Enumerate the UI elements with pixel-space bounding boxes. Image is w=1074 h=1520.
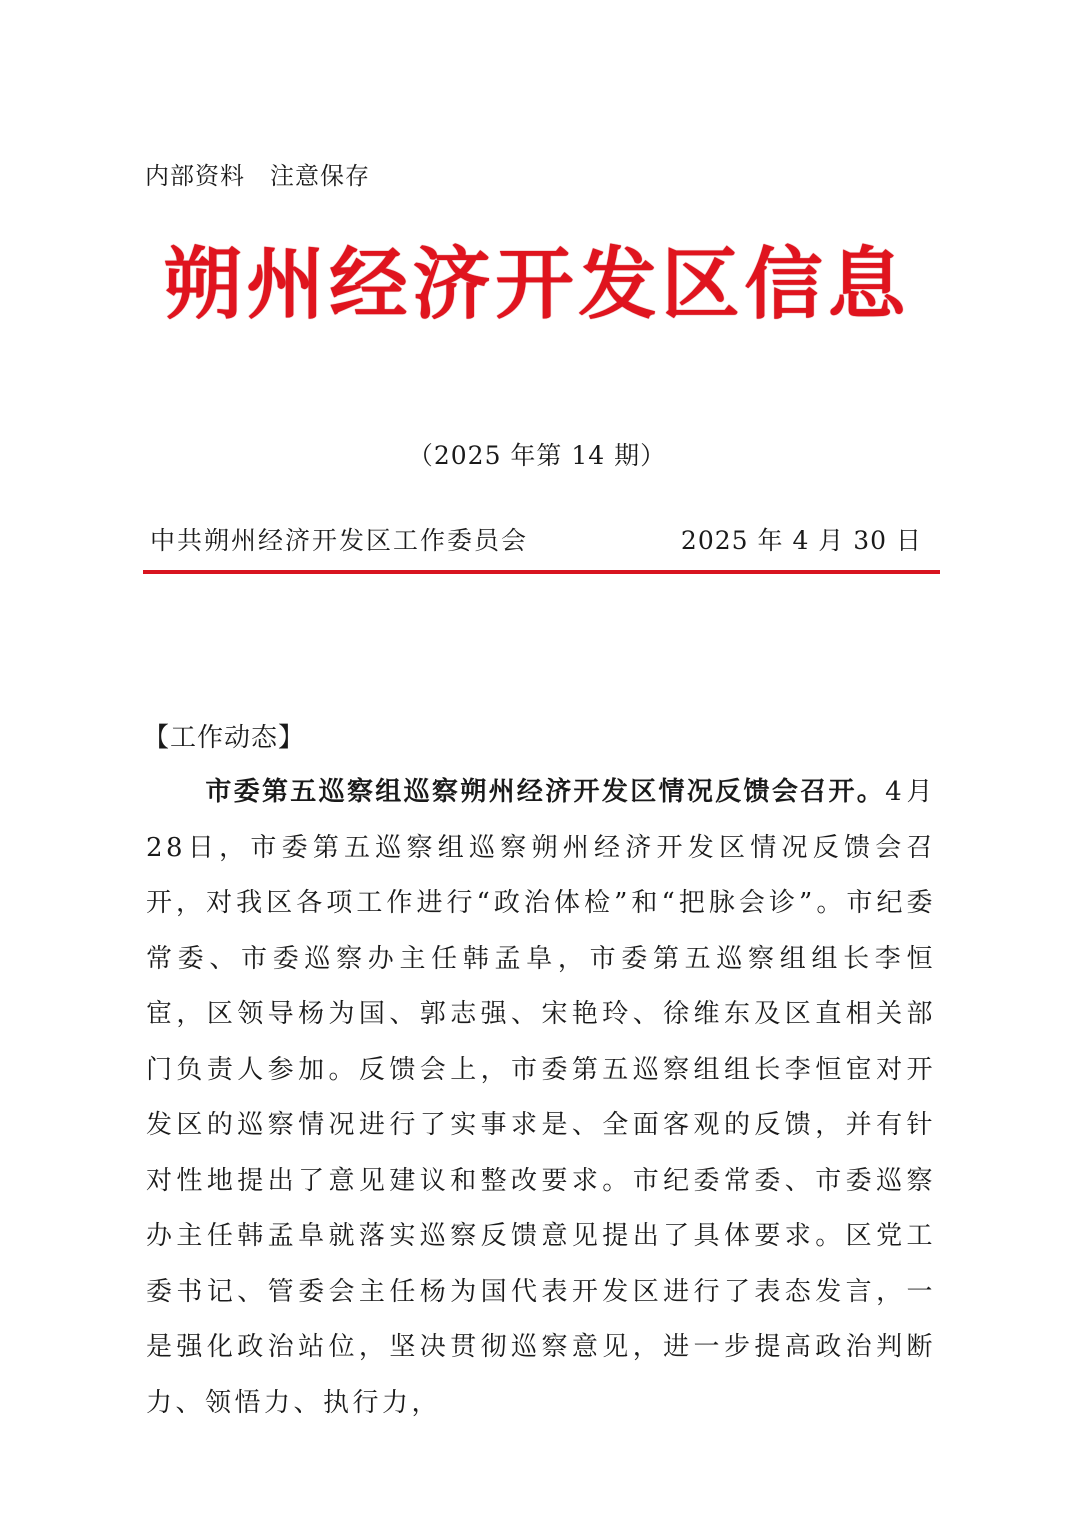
section-title: 【工作动态】 bbox=[143, 723, 306, 753]
issuing-organization: 中共朔州经济开发区工作委员会 bbox=[150, 526, 529, 555]
publication-date: 2025 年 4 月 30 日 bbox=[680, 526, 922, 555]
issue-number: （2025 年第 14 期） bbox=[407, 441, 667, 470]
masthead-red-rule bbox=[143, 570, 940, 574]
masthead-title: 朔州经济开发区信息 bbox=[163, 240, 911, 330]
article-body: 4月28日，市委第五巡察组巡察朔州经济开发区情况反馈会召开，对我区各项工作进行“政治体检”和“把脉会诊”。市纪委常委、市委巡察办主任韩孟阜，市委第五巡察组组长李恒宦，区领导杨为国、郭志强、宋艳玲、徐维东及区直相关部门负责人参加。反馈会上，市委第五巡察组组长李恒宦对开发区的巡察情况进行了实事求是、全面客观的反馈，并有针对性地提出了意见建议和整改要求。市纪委常委、市委巡察办主任韩孟阜就落实巡察反馈意见提出了具体要求。区党工委书记、管委会主任杨为国代表开发区进行了表态发言，一是强化政治站位，坚决贯彻巡察意见，进一步提高政治判断力、领悟力、执行力， bbox=[146, 777, 936, 1418]
confidential-label: 内部资料 注意保存 bbox=[145, 162, 370, 190]
article-headline: 市委第五巡察组巡察朔州经济开发区情况反馈会召开。 bbox=[204, 777, 886, 807]
article-paragraph bbox=[146, 765, 936, 1431]
